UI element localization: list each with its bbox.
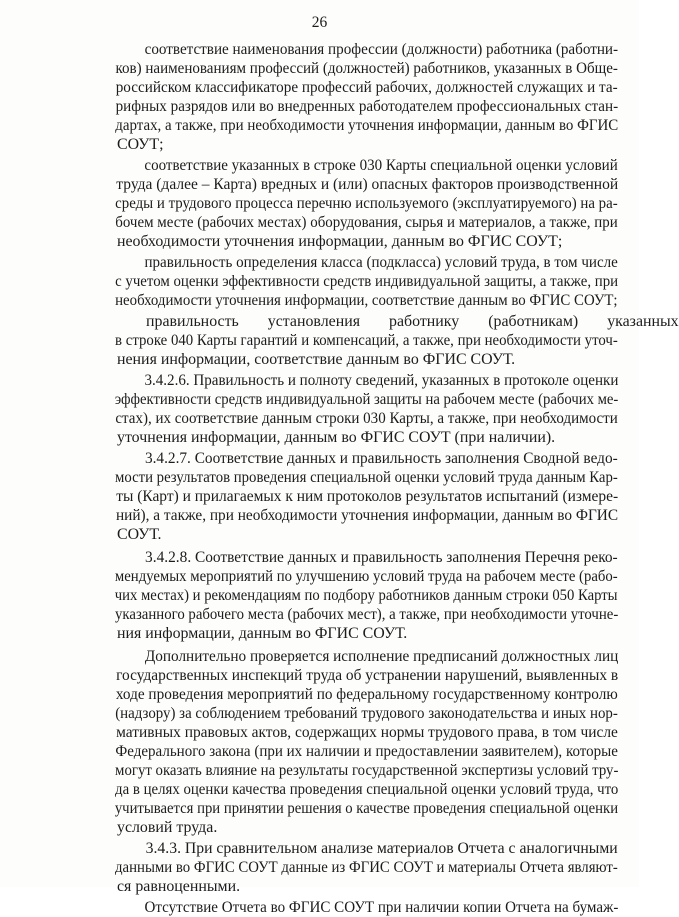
text-line: да в целях оценки качества проведения специальной оценки условий труда, что — [115, 781, 619, 798]
text-line: чих местах) и рекомендациям по подбору работников данным строки 050 Карты — [114, 587, 618, 604]
text-line: мости результатов проведения специальной оценки условий труда данным Кар- — [114, 469, 618, 486]
paragraph-hazard-factors — [88, 156, 618, 251]
word: правильность — [146, 313, 239, 330]
text-line: Федерального закона (при их наличии и предоставлении заявителем), которые — [115, 743, 618, 760]
paragraph-class-determination — [88, 253, 618, 310]
text-line: правильность определения класса (подкласса) условий труда, в том числе — [144, 254, 618, 271]
text-line: бочем месте (рабочих местах) оборудования, сырья и материалов, а также, при — [115, 214, 618, 231]
text-line: 3.4.2.6. Правильность и полноту сведений, указанных в протоколе оценки — [144, 372, 619, 389]
text-line: мативных правовых актов, содержащих нормы трудового права, в том числе — [116, 724, 618, 741]
text-line: (надзору) за соблюдением требований трудового законодательства и иных нор- — [115, 705, 618, 722]
text-line: условий труда. — [117, 819, 218, 836]
word: (работникам) — [488, 313, 579, 330]
paragraph-profession-name — [88, 40, 618, 154]
text-line: рифных разрядов или во внедренных работодателем профессиональных стан- — [115, 98, 619, 115]
text-line: ся равноценными. — [117, 878, 241, 895]
text-line: с учетом оценки эффективности средств индивидуальной защиты, а также, при — [115, 273, 619, 290]
text-line: дартах, а также, при необходимости уточнения информации, данным во ФГИС — [115, 117, 619, 134]
paragraph-additional-check — [88, 647, 618, 837]
text-line: среды и трудового процесса перечню используемого (эксплуатируемого) на ра- — [115, 195, 618, 212]
text-line: уточнения информации, данным во ФГИС СОУТ (при наличии). — [117, 429, 556, 446]
paragraph-guarantees — [88, 312, 679, 369]
text-line: труда (далее – Карта) вредных и (или) опасных факторов производственной — [116, 176, 619, 193]
text-line: указанного рабочего места (рабочих мест), а также, при необходимости уточне- — [115, 606, 619, 623]
text-line: необходимости уточнения информации, данным во ФГИС СОУТ; — [117, 233, 563, 250]
text-line: могут оказать влияние на результаты государственной экспертизы условий тру- — [115, 762, 619, 779]
word: работнику — [389, 313, 460, 330]
text-line: 3.4.2.7. Соответствие данных и правильность заполнения Сводной ведо- — [144, 450, 618, 467]
text-line: ходе проведения мероприятий по федеральному государственному контролю — [115, 686, 618, 703]
text-line: ков) наименованиям профессий (должностей) работников, указанных в Обще- — [115, 60, 618, 77]
text-line: эффективности средств индивидуальной защиты на рабочем месте (рабочих ме- — [114, 391, 619, 408]
text-line: соответствие наименования профессии (должности) работника (работни- — [144, 41, 619, 58]
word: установления — [267, 313, 361, 330]
word: указанных — [607, 313, 679, 330]
text-line: российском классификаторе профессий рабочих, должностей служащих и та- — [115, 79, 618, 96]
text-line: в строке 040 Карты гарантий и компенсаций, а также, при необходимости уточ- — [115, 332, 618, 349]
paragraph-3-4-2-7 — [88, 449, 618, 544]
text-line: ты (Карт) и прилагаемых к ним протоколов результатов испытаний (измере- — [116, 488, 619, 505]
text-line: учитывается при принятии решения о качестве проведения специальной оценки — [114, 800, 619, 817]
text-line: ния информации, данным во ФГИС СОУТ. — [117, 625, 408, 642]
text-line: соответствие указанных в строке 030 Карты специальной оценки условий — [144, 157, 618, 174]
paragraph-3-4-2-6 — [88, 371, 618, 447]
paragraph-report-absence — [88, 898, 618, 917]
paragraph-3-4-3 — [88, 839, 618, 896]
text-line: мендуемых мероприятий по улучшению условий труда на рабочем месте (рабо- — [114, 568, 618, 585]
text-line: СОУТ; — [117, 136, 164, 153]
text-line: государственных инспекций труда об устранении нарушений, выявленных в — [116, 667, 619, 684]
text-line-spread — [88, 312, 679, 331]
page-body — [88, 40, 679, 917]
text-line: 3.4.2.8. Соответствие данных и правильность заполнения Перечня реко- — [145, 549, 618, 566]
text-line: нения информации, соответствие данным во ФГИС СОУТ. — [117, 351, 516, 368]
page-number: 26 — [311, 14, 328, 31]
text-line: Дополнительно проверяется исполнение предписаний должностных лиц — [144, 648, 619, 665]
text-line: данными во ФГИС СОУТ данные из ФГИС СОУТ и материалы Отчета являют- — [115, 859, 618, 876]
text-line: стах), их соответствие данным строки 030 Карты, а также, при необходимости — [115, 410, 618, 427]
text-line: ний), а также, при необходимости уточнения информации, данным во ФГИС — [115, 507, 619, 524]
text-line: СОУТ. — [117, 526, 162, 543]
text-line: Отсутствие Отчета во ФГИС СОУТ при наличии копии Отчета на бумаж- — [144, 899, 619, 916]
text-line: 3.4.3. При сравнительном анализе материалов Отчета с аналогичными — [145, 840, 618, 857]
paragraph-3-4-2-8 — [88, 548, 618, 643]
text-line: необходимости уточнения информации, соответствие данным во ФГИС СОУТ; — [115, 292, 618, 309]
